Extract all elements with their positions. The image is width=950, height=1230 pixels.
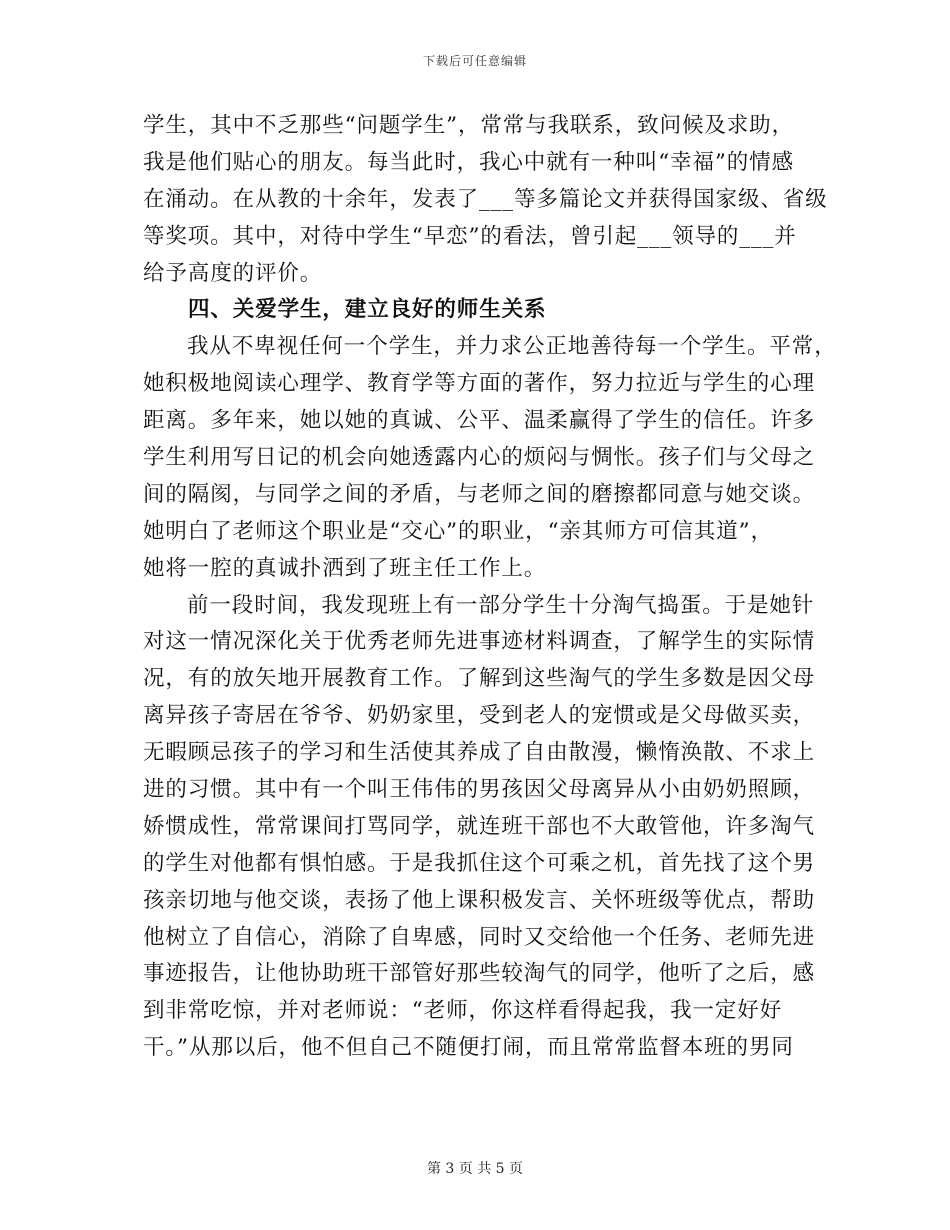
body-line: 的学生对他都有惧怕感。于是我抓住这个可乘之机，首先找了这个男 (143, 850, 816, 876)
body-line: 事迹报告，让他协助班干部管好那些较淘气的同学，他听了之后，感 (143, 961, 816, 987)
body-line: 干。”从那以后，他不但自己不随便打闹，而且常常监督本班的男同 (143, 1035, 794, 1061)
body-line: 进的习惯。其中有一个叫王伟伟的男孩因父母离异从小由奶奶照顾， (143, 777, 816, 803)
body-line: 他树立了自信心，消除了自卑感，同时又交给他一个任务、老师先进 (143, 924, 816, 950)
paragraph-first-line: 我从不卑视任何一个学生，并力求公正地善待每一个学生。平常， (187, 334, 837, 360)
body-line: 我是他们贴心的朋友。每当此时，我心中就有一种叫“幸福”的情感 (143, 149, 794, 175)
document-body (143, 108, 837, 1067)
body-line: 在涌动。在从教的十余年，发表了___等多篇论文并获得国家级、省级 (143, 186, 828, 212)
body-line: 她将一腔的真诚扑洒到了班主任工作上。 (143, 555, 547, 581)
body-line: 学生利用写日记的机会向她透露内心的烦闷与惆怅。孩子们与父母之 (143, 445, 816, 471)
page-header: 下载后可任意编辑 (422, 54, 527, 68)
body-line: 孩亲切地与他交谈，表扬了他上课积极发言、关怀班级等优点，帮助 (143, 887, 816, 913)
body-line: 给予高度的评价。 (143, 260, 323, 286)
body-line: 间的隔阂，与同学之间的矛盾，与老师之间的磨擦都同意与她交谈。 (143, 481, 816, 507)
body-line: 距离。多年来，她以她的真诚、公平、温柔赢得了学生的信任。许多 (143, 408, 816, 434)
body-line: 对这一情况深化关于优秀老师先进事迹材料调查，了解学生的实际情 (143, 629, 816, 655)
body-line: 她积极地阅读心理学、教育学等方面的著作，努力拉近与学生的心理 (143, 371, 816, 397)
body-line: 无暇顾忌孩子的学习和生活使其养成了自由散漫，懒惰涣散、不求上 (143, 740, 816, 766)
page-number: 第 3 页 共 5 页 (426, 1161, 524, 1177)
section-heading: 四、关爱学生，建立良好的师生关系 (188, 297, 547, 323)
body-line: 娇惯成性，常常课间打骂同学，就连班干部也不大敢管他，许多淘气 (143, 813, 816, 839)
body-line: 她明白了老师这个职业是“交心”的职业，“亲其师方可信其道”， (143, 518, 773, 544)
paragraph-first-line: 前一段时间，我发现班上有一部分学生十分淘气捣蛋。于是她针 (187, 592, 815, 618)
body-line: 况，有的放矢地开展教育工作。了解到这些淘气的学生多数是因父母 (143, 666, 816, 692)
body-line: 等奖项。其中，对待中学生“早恋”的看法，曾引起___领导的___并 (143, 223, 797, 249)
body-line: 学生，其中不乏那些“问题学生”，常常与我联系，致问候及求助， (143, 113, 794, 138)
body-line: 离异孩子寄居在爷爷、奶奶家里，受到老人的宠惯或是父母做买卖， (143, 703, 816, 729)
body-line: 到非常吃惊，并对老师说：“老师，你这样看得起我，我一定好好 (143, 998, 783, 1024)
